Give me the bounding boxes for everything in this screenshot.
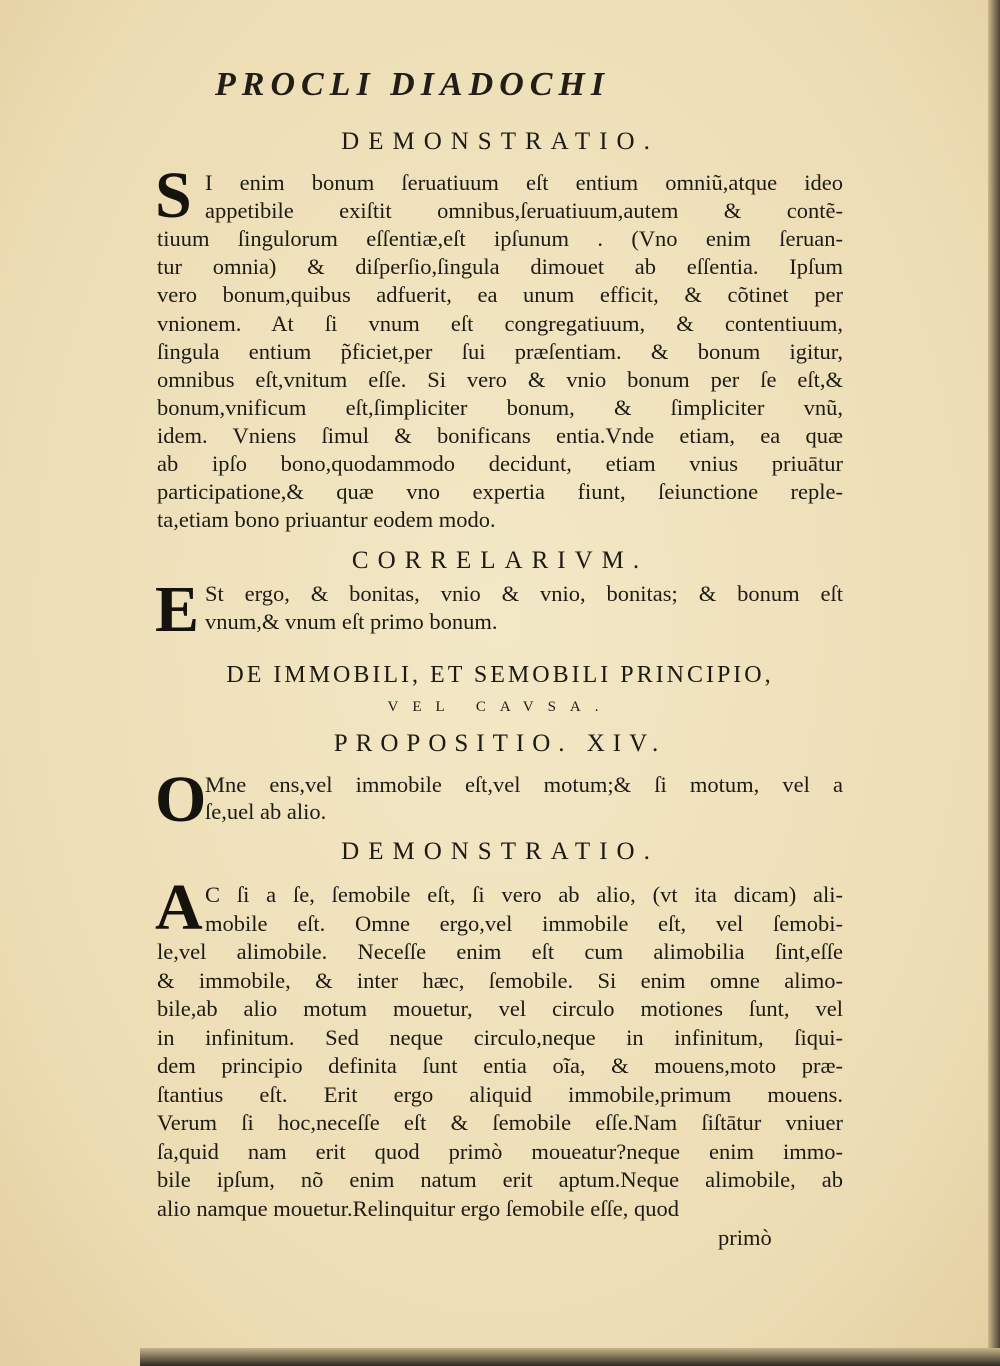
text-line: participatione,& quæ vno expertia fiunt, ſeiunctione reple- — [157, 479, 843, 505]
text-line: vnum,& vnum eſt primo bonum. — [205, 609, 498, 634]
proposition-heading: PROPOSITIO. XIV. — [333, 730, 667, 757]
page-edge-right — [988, 0, 1000, 1366]
section-heading: DEMONSTRATIO. — [341, 128, 659, 155]
drop-cap: S — [155, 159, 192, 232]
catchword: primò — [718, 1225, 772, 1250]
text-line: ſa,quid nam erit quod primò moueatur?neque enim immo- — [157, 1138, 843, 1164]
text-line: Verum ſi hoc,neceſſe eſt & ſemobile eſſe.Nam ſiſtātur vniuer — [157, 1110, 843, 1135]
text-line: I enim bonum ſeruatiuum eſt entium omniũ,atque ideo — [205, 170, 843, 195]
text-line: Mne ens,vel immobile eſt,vel motum;& ſi motum, vel a — [205, 772, 843, 797]
text-line: idem. Vniens ſimul & bonificans entia.Vnde etiam, ea quæ — [157, 422, 843, 448]
text-line: dem principio definita ſunt entia oĩa, & mouens,moto præ- — [157, 1053, 843, 1078]
text-line: alio namque mouetur.Relinquitur ergo ſemobile eſſe, quod — [157, 1195, 679, 1221]
text-line: bile,ab alio motum mouetur, vel circulo motiones ſunt, vel — [157, 996, 843, 1021]
drop-cap: E — [155, 573, 200, 646]
text-line: ſtantius eſt. Erit ergo aliquid immobile,primum mouens. — [157, 1081, 843, 1107]
text-line: ſingula entium p̃ficiet,per ſui præſentiam. & bonum igitur, — [157, 338, 843, 364]
section-subtitle: VEL CAVSA. — [387, 699, 613, 715]
text-line: ta,etiam bono priuantur eodem modo. — [157, 507, 496, 533]
text-line: C ſi a ſe, ſemobile eſt, ſi vero ab alio, (vt ita dicam) ali- — [205, 882, 843, 907]
section-heading: DEMONSTRATIO. — [341, 838, 659, 865]
text-line: in infinitum. Sed neque circulo,neque in infinitum, ſiqui- — [157, 1024, 843, 1050]
text-line: le,vel alimobile. Neceſſe enim eſt cum alimobilia ſint,eſſe — [157, 939, 843, 964]
text-line: & immobile, & inter hæc, ſemobile. Si enim omne alimo- — [157, 967, 843, 993]
text-line: tiuum ſingulorum eſſentiæ,eſt ipſunum . (Vno enim ſeruan- — [157, 226, 843, 252]
running-header: PROCLI DIADOCHI — [215, 66, 611, 103]
page-edge-bottom — [140, 1348, 1000, 1366]
section-title: DE IMMOBILI, ET SEMOBILI PRINCIPIO, — [226, 662, 774, 688]
corollary-heading: CORRELARIVM. — [351, 547, 649, 574]
text-line: mobile eſt. Omne ergo,vel immobile eſt, vel ſemobi- — [205, 910, 843, 936]
drop-cap: O — [155, 763, 207, 836]
text-line: St ergo, & bonitas, vnio & vnio, bonitas; & bonum eſt — [205, 581, 843, 606]
text-line: ſe,uel ab alio. — [205, 799, 327, 824]
text-line: bonum,vnificum eſt,ſimpliciter bonum, & ſimpliciter vnũ, — [157, 394, 843, 420]
text-line: omnibus eſt,vnitum eſſe. Si vero & vnio bonum per ſe eſt,& — [157, 366, 843, 392]
text-line: vero bonum,quibus adfuerit, ea unum efficit, & cõtinet per — [157, 282, 843, 308]
text-line: appetibile exiſtit omnibus,ſeruatiuum,autem & contẽ- — [205, 198, 843, 224]
text-line: vnionem. At ſi vnum eſt congregatiuum, & contentiuum, — [157, 310, 843, 336]
drop-cap: A — [155, 871, 203, 944]
text-line: tur omnia) & diſperſio,ſingula dimouet ab eſſentia. Ipſum — [157, 254, 843, 280]
text-line: bile ipſum, nõ enim natum erit aptum.Neque alimobile, ab — [157, 1167, 843, 1192]
text-line: ab ipſo bono,quodammodo decidunt, etiam vnius priuātur — [157, 451, 843, 476]
